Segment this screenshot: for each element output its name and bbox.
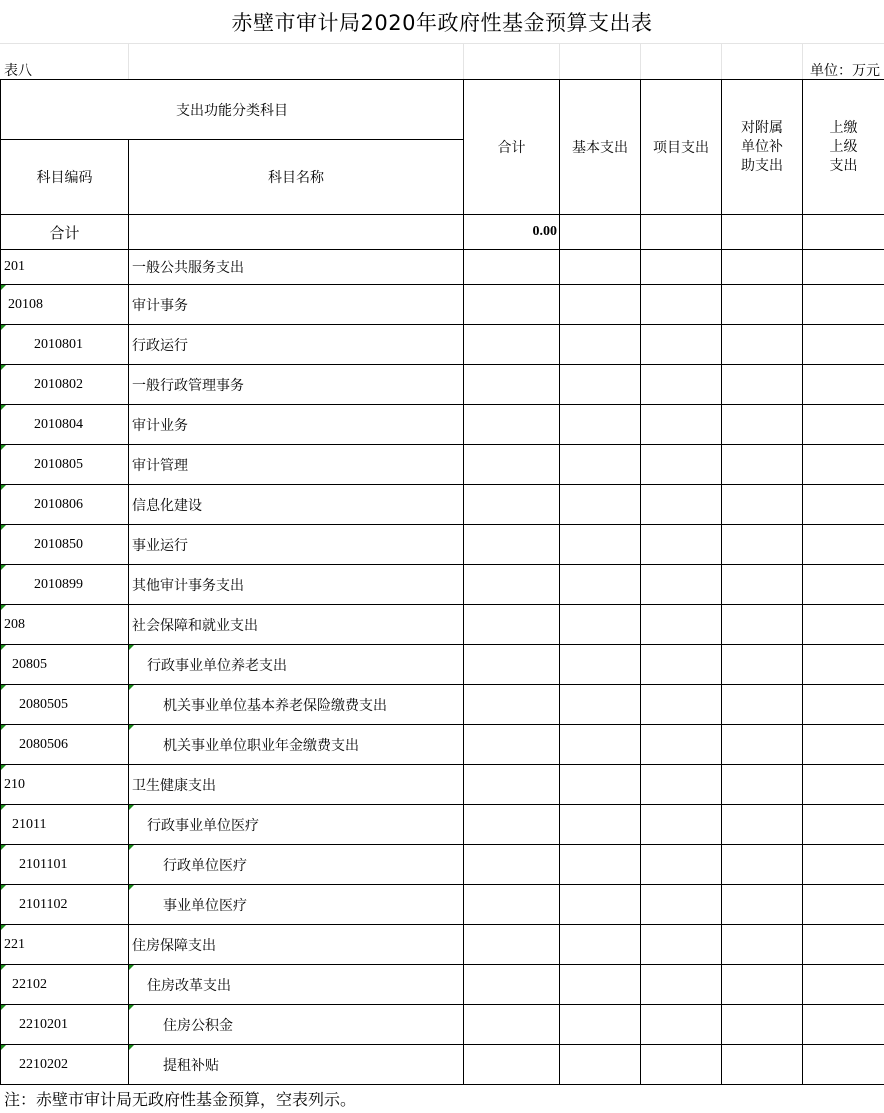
header-row: [1, 80, 884, 140]
cell: [803, 485, 884, 525]
cell: [641, 1045, 722, 1085]
cell: [722, 250, 803, 285]
cell: [464, 325, 560, 365]
header-upper-text: 上缴上级支出: [829, 119, 858, 174]
cell: [464, 685, 560, 725]
cell: [464, 885, 560, 925]
cell: [464, 925, 560, 965]
cell: [803, 1005, 884, 1045]
cell: [641, 250, 722, 285]
table-row: [1, 645, 884, 685]
cell: [641, 445, 722, 485]
row-name: 事业单位医疗: [129, 885, 464, 925]
cell: [560, 965, 641, 1005]
row-name: 社会保障和就业支出: [129, 605, 464, 645]
cell: [722, 565, 803, 605]
cell: [803, 445, 884, 485]
table-row: [1, 365, 884, 405]
table-label: 表八: [4, 63, 32, 79]
grid-line: [463, 44, 464, 80]
table-row: [1, 605, 884, 645]
cell: [464, 285, 560, 325]
row-code: 2010899: [1, 565, 129, 605]
cell: [560, 565, 641, 605]
header-total: 合计: [464, 80, 560, 215]
cell: [560, 325, 641, 365]
cell: [722, 685, 803, 725]
row-code: 2080506: [1, 725, 129, 765]
cell: [641, 325, 722, 365]
cell: [464, 605, 560, 645]
cell: [641, 965, 722, 1005]
table-row: [1, 250, 884, 285]
table-row: [1, 885, 884, 925]
cell: [803, 965, 884, 1005]
cell: [722, 925, 803, 965]
cell: [464, 365, 560, 405]
row-name: 事业运行: [129, 525, 464, 565]
row-name: 审计事务: [129, 285, 464, 325]
cell: [722, 645, 803, 685]
cell: [803, 1045, 884, 1085]
cell: [560, 405, 641, 445]
cell: [641, 685, 722, 725]
cell: [803, 525, 884, 565]
cell: [803, 325, 884, 365]
cell: [641, 645, 722, 685]
total-amount: 0.00: [464, 215, 560, 250]
cell: [641, 285, 722, 325]
total-name-cell: [129, 215, 464, 250]
cell: [560, 1005, 641, 1045]
cell: [464, 965, 560, 1005]
header-code: 科目编码: [1, 140, 129, 215]
cell: [641, 1005, 722, 1045]
grid-line: [559, 44, 560, 80]
row-name: 一般公共服务支出: [129, 250, 464, 285]
header-project: 项目支出: [641, 80, 722, 215]
table-row: [1, 845, 884, 885]
cell: [641, 765, 722, 805]
cell: [464, 405, 560, 445]
table-row: [1, 805, 884, 845]
cell: [560, 445, 641, 485]
cell: [722, 805, 803, 845]
total-upper-cell: [803, 215, 884, 250]
header-function-group: 支出功能分类科目: [1, 80, 464, 140]
table-row: [1, 925, 884, 965]
cell: [722, 485, 803, 525]
cell: [803, 605, 884, 645]
row-code: 2010804: [1, 405, 129, 445]
cell: [803, 405, 884, 445]
cell: [803, 805, 884, 845]
row-name: 其他审计事务支出: [129, 565, 464, 605]
cell: [641, 365, 722, 405]
table-row: [1, 405, 884, 445]
cell: [803, 885, 884, 925]
cell: [641, 565, 722, 605]
cell: [560, 685, 641, 725]
cell: [641, 605, 722, 645]
header-subsidy: [722, 80, 803, 215]
budget-table: [0, 79, 884, 1085]
cell: [722, 285, 803, 325]
cell: [722, 885, 803, 925]
row-code: 20108: [1, 285, 129, 325]
cell: [803, 725, 884, 765]
row-code: 2010801: [1, 325, 129, 365]
cell: [803, 645, 884, 685]
cell: [722, 765, 803, 805]
cell: [803, 685, 884, 725]
row-name: 提租补贴: [129, 1045, 464, 1085]
cell: [464, 485, 560, 525]
row-name: 行政运行: [129, 325, 464, 365]
cell: [560, 925, 641, 965]
row-name: 机关事业单位基本养老保险缴费支出: [129, 685, 464, 725]
cell: [560, 645, 641, 685]
row-code: 2010805: [1, 445, 129, 485]
cell: [641, 925, 722, 965]
total-row: [1, 215, 884, 250]
cell: [722, 325, 803, 365]
cell: [722, 845, 803, 885]
row-name: 卫生健康支出: [129, 765, 464, 805]
cell: [560, 250, 641, 285]
row-name: 一般行政管理事务: [129, 365, 464, 405]
cell: [560, 725, 641, 765]
table-row: [1, 325, 884, 365]
grid-line: [640, 44, 641, 80]
cell: [722, 725, 803, 765]
row-code: 2080505: [1, 685, 129, 725]
cell: [560, 285, 641, 325]
footnote: 注：赤壁市审计局无政府性基金预算，空表列示。: [4, 1092, 357, 1109]
table-row: [1, 565, 884, 605]
header-basic: 基本支出: [560, 80, 641, 215]
cell: [464, 645, 560, 685]
cell: [641, 885, 722, 925]
cell: [803, 845, 884, 885]
row-name: 行政事业单位养老支出: [129, 645, 464, 685]
row-name: 住房保障支出: [129, 925, 464, 965]
cell: [464, 1005, 560, 1045]
cell: [560, 365, 641, 405]
row-code: 20805: [1, 645, 129, 685]
header-name: 科目名称: [129, 140, 464, 215]
row-code: 2010806: [1, 485, 129, 525]
row-code: 2010850: [1, 525, 129, 565]
cell: [641, 805, 722, 845]
row-name: 信息化建设: [129, 485, 464, 525]
cell: [560, 805, 641, 845]
cell: [641, 845, 722, 885]
row-code: 22102: [1, 965, 129, 1005]
row-code: 201: [1, 250, 129, 285]
cell: [641, 725, 722, 765]
cell: [560, 525, 641, 565]
cell: [464, 565, 560, 605]
cell: [641, 525, 722, 565]
cell: [560, 845, 641, 885]
header-upper: [803, 80, 884, 215]
row-code: 21011: [1, 805, 129, 845]
cell: [464, 765, 560, 805]
grid-line: [128, 44, 129, 80]
table-row: [1, 1005, 884, 1045]
cell: [803, 285, 884, 325]
cell: [464, 445, 560, 485]
row-code: 221: [1, 925, 129, 965]
cell: [641, 485, 722, 525]
cell: [722, 525, 803, 565]
table-row: [1, 1045, 884, 1085]
grid-line: [802, 44, 803, 80]
table-row: [1, 445, 884, 485]
cell: [464, 1045, 560, 1085]
cell: [641, 405, 722, 445]
cell: [560, 605, 641, 645]
cell: [464, 805, 560, 845]
row-name: 机关事业单位职业年金缴费支出: [129, 725, 464, 765]
row-name: 行政单位医疗: [129, 845, 464, 885]
cell: [803, 765, 884, 805]
table-row: [1, 685, 884, 725]
cell: [803, 250, 884, 285]
cell: [464, 845, 560, 885]
row-code: 2210201: [1, 1005, 129, 1045]
table-row: [1, 725, 884, 765]
cell: [722, 405, 803, 445]
grid-line: [721, 44, 722, 80]
row-code: 2010802: [1, 365, 129, 405]
row-name: 审计业务: [129, 405, 464, 445]
table-row: [1, 525, 884, 565]
row-code: 208: [1, 605, 129, 645]
row-code: 2210202: [1, 1045, 129, 1085]
row-code: 210: [1, 765, 129, 805]
total-project-cell: [641, 215, 722, 250]
row-name: 审计管理: [129, 445, 464, 485]
table-row: [1, 285, 884, 325]
cell: [722, 1005, 803, 1045]
unit-label: 单位：万元: [810, 63, 880, 79]
row-name: 行政事业单位医疗: [129, 805, 464, 845]
cell: [722, 445, 803, 485]
cell: [560, 885, 641, 925]
total-basic-cell: [560, 215, 641, 250]
total-subsidy-cell: [722, 215, 803, 250]
cell: [464, 525, 560, 565]
cell: [560, 1045, 641, 1085]
cell: [722, 965, 803, 1005]
table-row: [1, 485, 884, 525]
page-title: 赤壁市审计局2020年政府性基金预算支出表: [231, 11, 653, 35]
row-name: 住房公积金: [129, 1005, 464, 1045]
cell: [560, 765, 641, 805]
cell: [464, 725, 560, 765]
cell: [722, 605, 803, 645]
cell: [722, 1045, 803, 1085]
header-subsidy-text: 对附属单位补助支出: [741, 119, 783, 174]
cell: [560, 485, 641, 525]
total-label: 合计: [1, 215, 129, 250]
cell: [464, 250, 560, 285]
cell: [803, 365, 884, 405]
row-code: 2101102: [1, 885, 129, 925]
table-row: [1, 765, 884, 805]
cell: [722, 365, 803, 405]
cell: [803, 925, 884, 965]
row-code: 2101101: [1, 845, 129, 885]
row-name: 住房改革支出: [129, 965, 464, 1005]
table-row: [1, 965, 884, 1005]
cell: [803, 565, 884, 605]
